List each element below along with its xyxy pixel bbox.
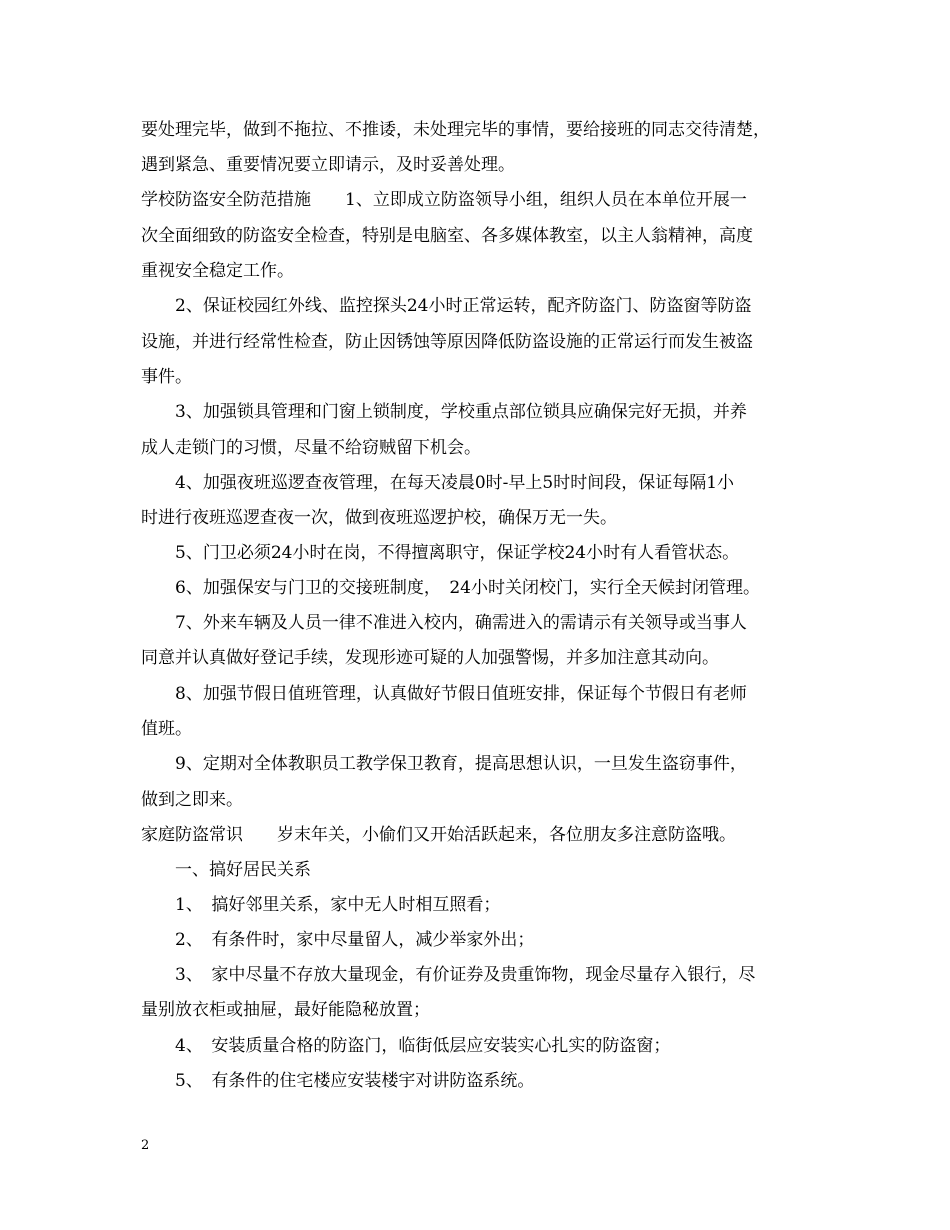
text-line: 5、 有条件的住宅楼应安装楼宇对讲防盗系统。 (175, 1071, 535, 1091)
text-line: 次全面细致的防盗安全检查，特别是电脑室、各多媒体教室，以主人翁精神，高度 (141, 226, 753, 246)
text-line: 3、 家中尽量不存放大量现金，有价证券及贵重饰物，现金尽量存入银行，尽 (175, 965, 756, 985)
text-line: 要处理完毕，做到不拖拉、不推诿，未处理完毕的事情，要给接班的同志交待清楚， (141, 120, 770, 140)
text-line: 学校防盗安全防范措施 1、立即成立防盗领导小组，组织人员在本单位开展一 (141, 190, 747, 210)
text-line: 4、加强夜班巡逻查夜管理，在每天凌晨0时-早上5时时间段，保证每隔1小 (175, 473, 735, 493)
text-line: 2、 有条件时，家中尽量留人，减少举家外出； (175, 930, 535, 950)
text-line: 3、加强锁具管理和门窗上锁制度，学校重点部位锁具应确保完好无损，并养 (175, 402, 747, 422)
text-line: 设施，并进行经常性检查，防止因锈蚀等原因降低防盗设施的正常运行而发生被盗 (141, 332, 753, 352)
text-line: 遇到紧急、重要情况要立即请示，及时妥善处理。 (141, 155, 515, 175)
text-line: 值班。 (141, 719, 192, 739)
text-line: 做到之即来。 (141, 790, 243, 810)
text-line: 家庭防盗常识 岁末年关，小偷们又开始活跃起来，各位朋友多注意防盗哦。 (141, 825, 736, 845)
text-line: 成人走锁门的习惯，尽量不给窃贼留下机会。 (141, 438, 481, 458)
text-line: 一、搞好居民关系 (175, 860, 311, 880)
text-line: 9、定期对全体教职员工教学保卫教育，提高思想认识，一旦发生盗窃事件， (175, 754, 747, 774)
text-line: 事件。 (141, 367, 192, 387)
text-line: 7、外来车辆及人员一律不准进入校内，确需进入的需请示有关领导或当事人 (175, 613, 747, 633)
text-line: 5、门卫必须24小时在岗，不得擅离职守，保证学校24小时有人看管状态。 (175, 543, 740, 563)
page-number: 2 (141, 1138, 150, 1153)
text-line: 时进行夜班巡逻查夜一次，做到夜班巡逻护校，确保万无一失。 (141, 508, 617, 528)
text-line: 1、 搞好邻里关系，家中无人时相互照看； (175, 895, 501, 915)
text-line: 4、 安装质量合格的防盗门，临街低层应安装实心扎实的防盗窗； (175, 1036, 671, 1056)
text-line: 量别放衣柜或抽屉，最好能隐秘放置； (141, 1000, 430, 1020)
text-line: 同意并认真做好登记手续，发现形迹可疑的人加强警惕，并多加注意其动向。 (141, 648, 719, 668)
text-line: 6、加强保安与门卫的交接班制度， 24小时关闭校门，实行全天候封闭管理。 (175, 578, 760, 598)
text-line: 重视安全稳定工作。 (141, 261, 294, 281)
text-line: 2、保证校园红外线、监控探头24小时正常运转，配齐防盗门、防盗窗等防盗 (175, 296, 752, 316)
text-line: 8、加强节假日值班管理，认真做好节假日值班安排，保证每个节假日有老师 (175, 684, 747, 704)
